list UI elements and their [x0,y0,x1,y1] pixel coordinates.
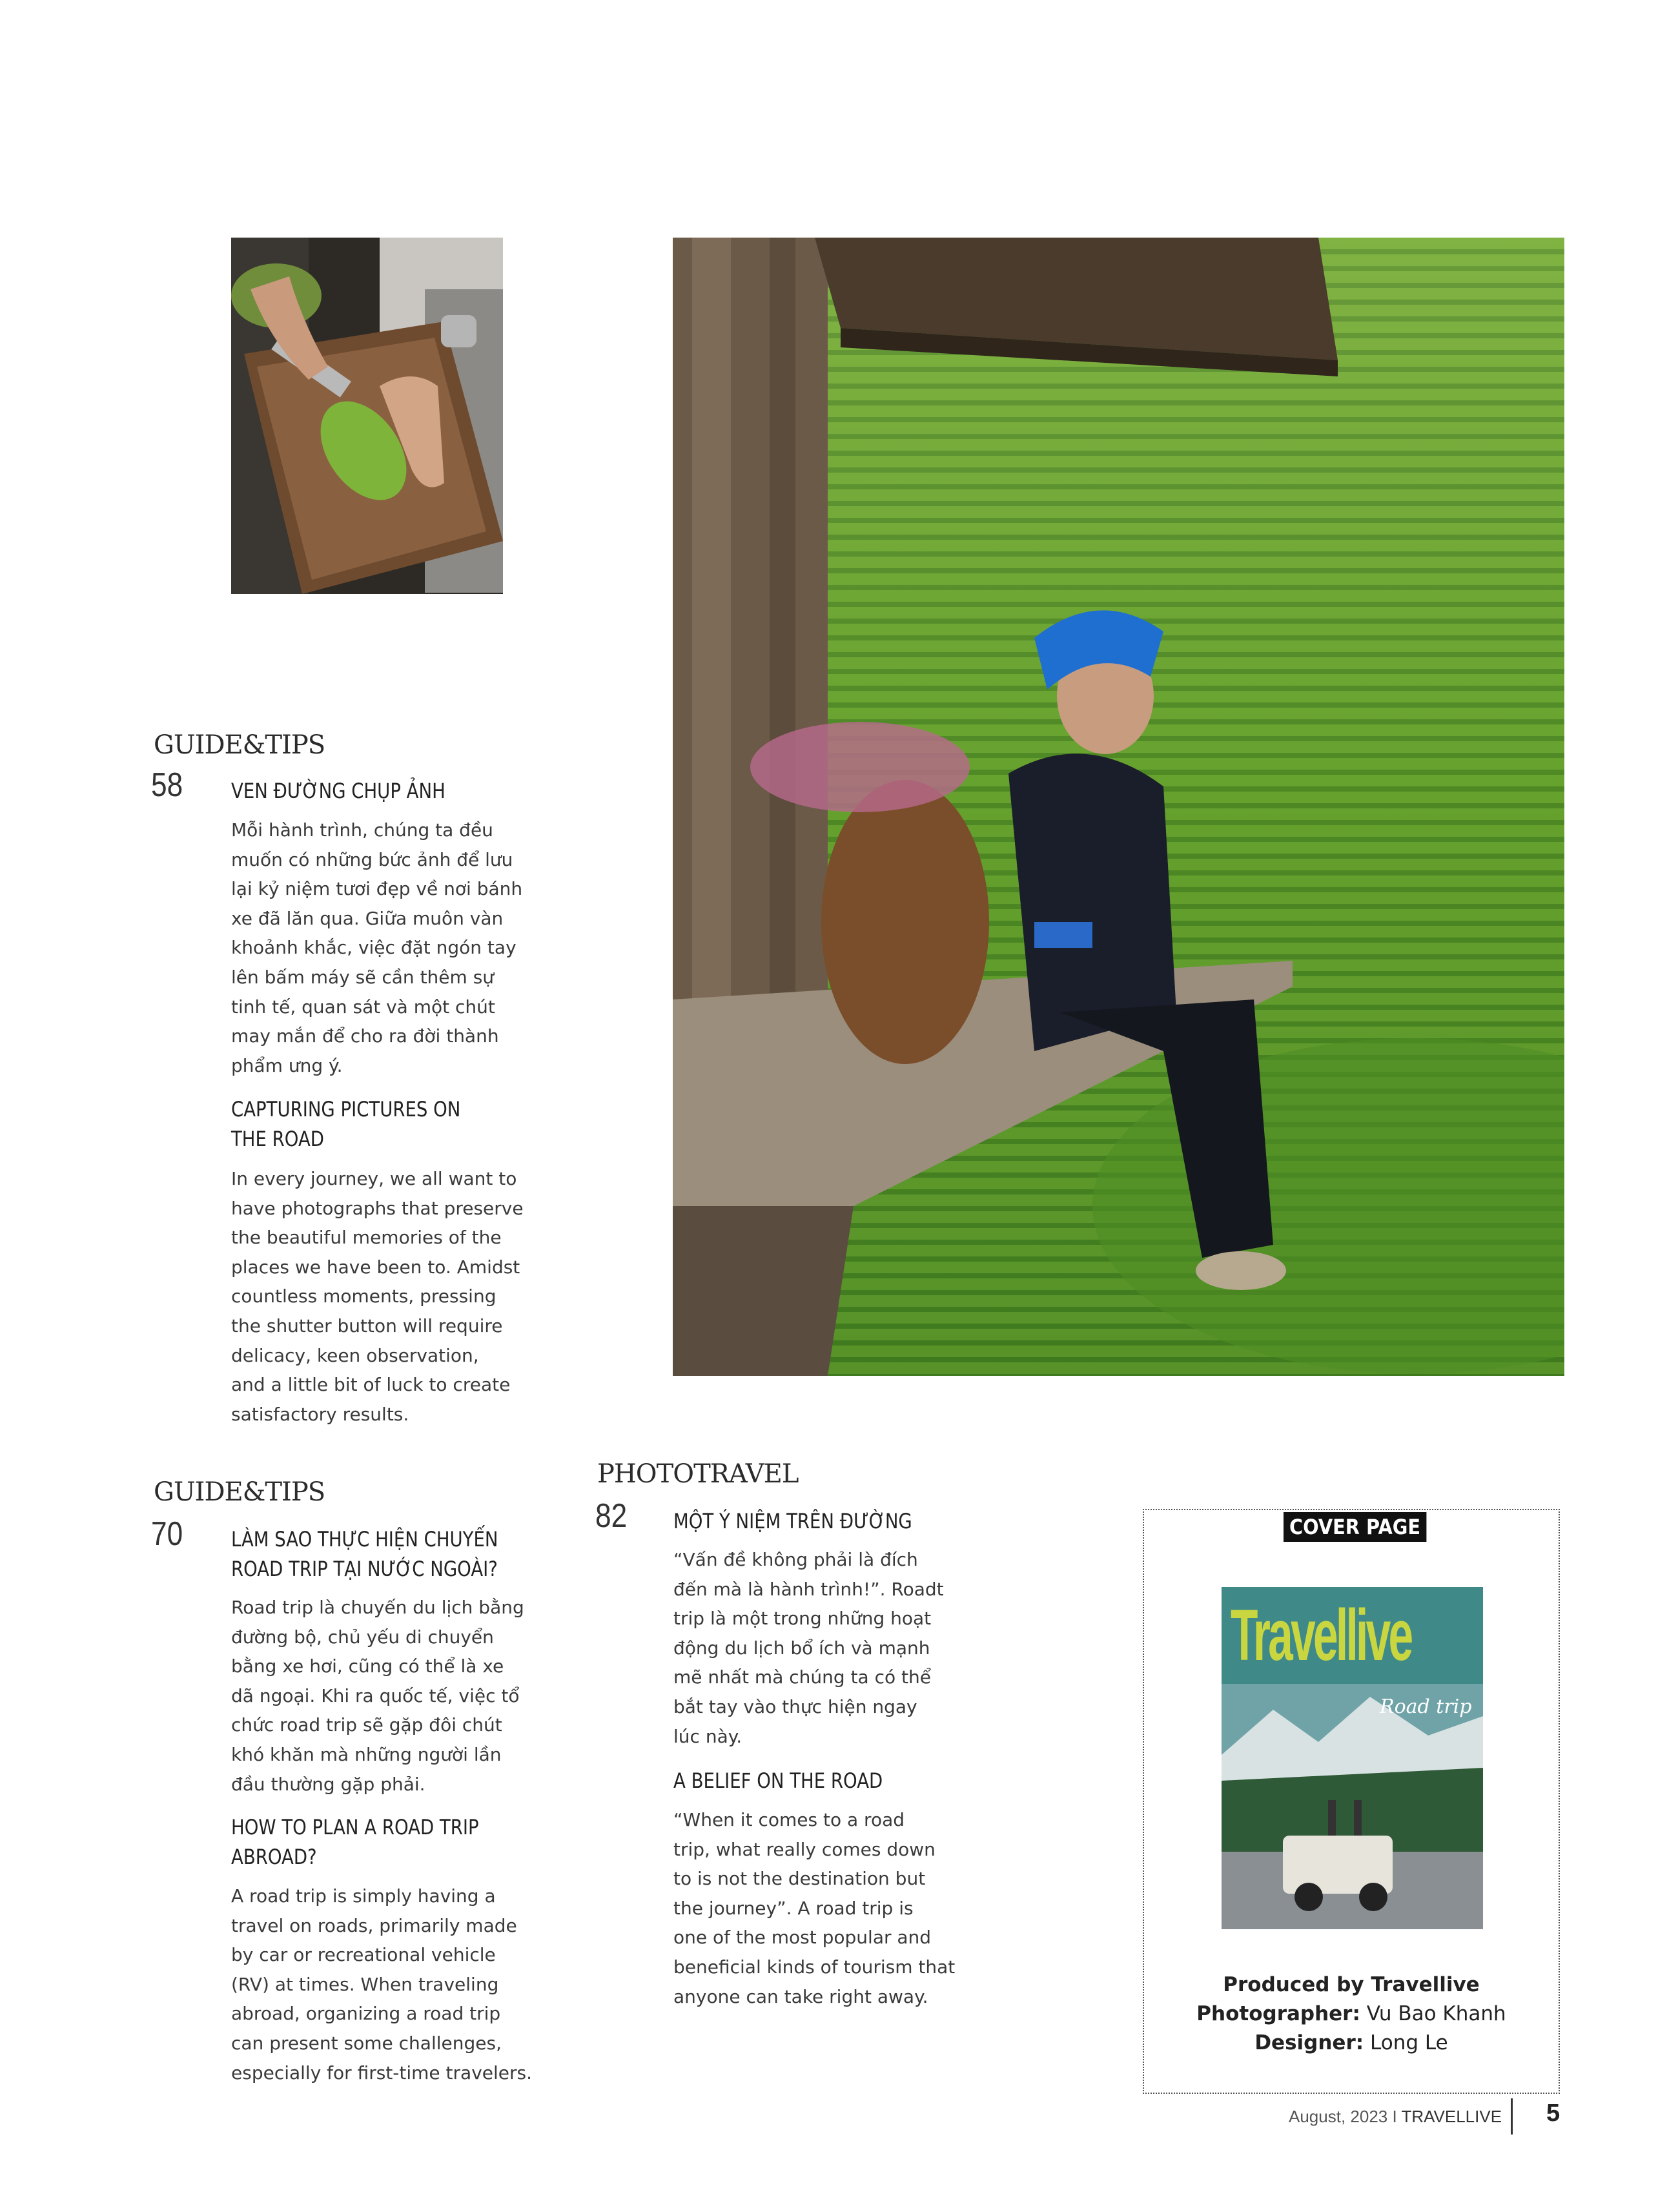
section-label: PHOTOTRAVEL [597,1459,799,1489]
section-label: GUIDE&TIPS [154,730,325,760]
body-vi: Mỗi hành trình, chúng ta đều muốn có những bức ảnh để lưu lại kỷ niệm tươi đẹp về nơi bánh xe đã lăn qua. Giữa muôn vàn khoảnh khắc, việc đặt ngón tay lên bấm máy sẽ cần thêm sự tinh tế, quan sát và một chút may mắn để cho ra đời thành phẩm ưng ý. [231,819,523,1076]
credit-photographer: Photographer: Vu Bao Khanh [1196,2002,1506,2025]
headline-en: HOW TO PLAN A ROAD TRIP ABROAD? [231,1815,479,1869]
headline-en: CAPTURING PICTURES ON THE ROAD [231,1097,461,1151]
footer-page-number: 5 [1546,2100,1560,2127]
footer-divider [1511,2098,1513,2135]
footer-date: August, 2023 [1289,2107,1388,2126]
cover-thumbnail [1222,1587,1483,1929]
credit-designer: Designer: Long Le [1254,2031,1448,2054]
credit-produced: Produced by Travellive [1223,1973,1480,1996]
page-number-ref: 70 [151,1515,183,1553]
body-en: In every journey, we all want to have photographs that preserve the beautiful memories of the places we have been to. Amidst countless moments, pressing the shutter button will require delicacy, keen observation, and a little bit of luck to create satisfactory results. [231,1168,524,1425]
footer-brand: TRAVELLIVE [1401,2107,1502,2126]
cover-page-label: COVER PAGE [1284,1512,1426,1542]
headline-en: A BELIEF ON THE ROAD [673,1768,883,1793]
footer-separator: I [1392,2107,1397,2126]
body-vi: Road trip là chuyến du lịch bằng đường bộ, chủ yếu di chuyển bằng xe hơi, cũng có thể là xe dã ngoại. Khi ra quốc tế, việc tổ chức road trip sẽ gặp đôi chút khó khăn mà những người lần đầu thường gặp phải. [231,1597,524,1795]
headline-vi: MỘT Ý NIỆM TRÊN ĐƯỜNG [673,1509,912,1533]
footer-text [1289,2107,1502,2127]
page-number-ref: 82 [595,1497,628,1535]
body-en: A road trip is simply having a travel on roads, primarily made by car or recreational vehicle (RV) at times. When traveling abroad, organizing a road trip can present some challenges, especially for first-time travelers. [231,1885,533,2084]
page-number-ref: 58 [151,766,183,804]
headline-vi: LÀM SAO THỰC HIỆN CHUYẾN ROAD TRIP TẠI NƯỚC NGOÀI? [231,1527,498,1581]
body-en: “When it comes to a road trip, what really comes down to is not the destination but the journey”. A road trip is one of the most popular and beneficial kinds of tourism that anyone can take right away. [673,1809,956,2007]
headline-vi: VEN ĐƯỜNG CHỤP ẢNH [231,779,445,803]
cover-title: Travellive [1231,1595,1411,1675]
photo-avocado-cutting [231,238,503,594]
body-vi: “Vấn đề không phải là đích đến mà là hành trình!”. Roadt trip là một trong những hoạt động du lịch bổ ích và mạnh mẽ nhất mà chúng ta có thể bắt tay vào thực hiện ngay lúc này. [673,1549,944,1747]
section-label: GUIDE&TIPS [154,1477,325,1507]
cover-subtitle: Road trip [1380,1695,1472,1718]
photo-woman-rice-terraces [673,238,1564,1376]
